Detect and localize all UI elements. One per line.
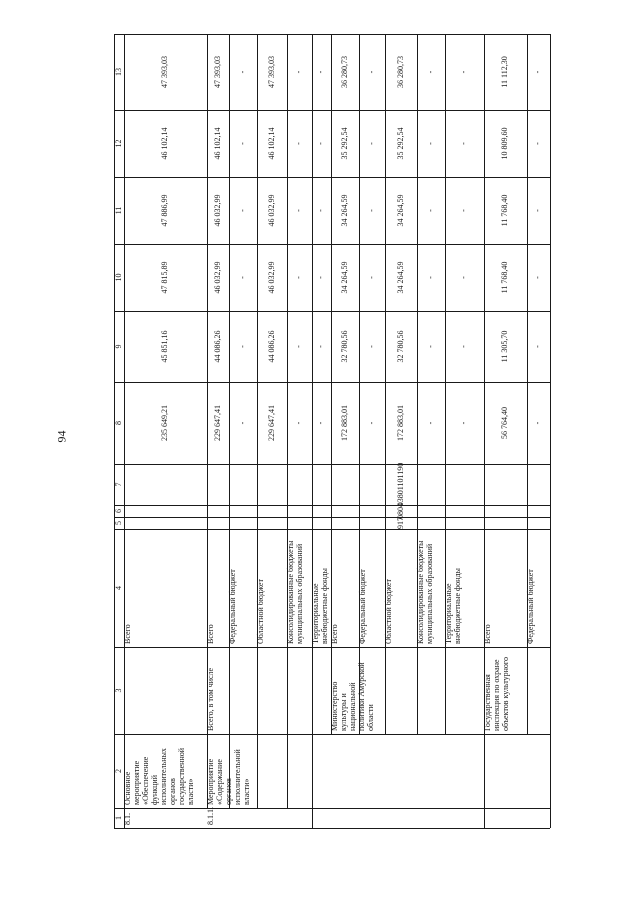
funding-source: Федеральный бюджет <box>358 569 367 644</box>
value-year-3: - <box>533 209 543 212</box>
value-year-1: 45 851,16 <box>160 330 170 363</box>
value-year-1: - <box>316 345 326 348</box>
value-total: - <box>316 421 326 425</box>
value-year-5: - <box>533 70 543 74</box>
value-year-4: - <box>533 142 543 145</box>
funding-source: Консолидированные бюджеты муниципальных образований <box>416 540 434 644</box>
value-year-2: 34 264,59 <box>395 261 405 294</box>
value-total: - <box>533 421 543 425</box>
value-year-4: - <box>237 142 247 145</box>
value-year-1: - <box>459 345 469 348</box>
header-number-6: 6 <box>113 509 123 513</box>
value-year-1: - <box>425 345 435 348</box>
funding-source: Всего <box>330 624 339 644</box>
header-number-7: 7 <box>113 482 123 487</box>
value-year-1: 32 780,56 <box>339 330 349 363</box>
funding-source: Всего <box>123 624 132 644</box>
value-year-2: - <box>425 276 435 279</box>
value-year-4: 46 102,14 <box>266 127 276 160</box>
value-year-5: 36 280,73 <box>395 56 405 88</box>
value-year-2: - <box>294 276 304 279</box>
value-year-1: - <box>237 345 247 348</box>
executor: Министерство культуры и национальной политики Амурской области <box>330 662 375 731</box>
value-year-4: - <box>425 142 435 145</box>
value-year-2: 47 815,89 <box>160 261 170 294</box>
funding-source: Территориальные внебюджетные фонды <box>311 568 329 644</box>
value-year-4: 35 292,54 <box>395 127 405 160</box>
value-year-2: 46 032,99 <box>266 261 276 294</box>
code-section: 0804 <box>395 503 405 519</box>
value-year-1: 32 780,56 <box>395 330 405 363</box>
value-total: 235 649,21 <box>160 405 170 441</box>
value-year-3: - <box>425 209 435 212</box>
header-number-10: 10 <box>113 273 123 282</box>
value-year-3: 47 886,99 <box>160 194 170 227</box>
value-year-5: 47 393,03 <box>266 56 276 88</box>
value-total: 172 883,01 <box>339 405 349 441</box>
value-year-3: - <box>294 209 304 212</box>
executor: Государственная инспекция по охране объектов культурного <box>483 656 510 731</box>
value-year-4: - <box>366 142 376 145</box>
value-total: 172 883,01 <box>395 405 405 441</box>
value-year-5: - <box>294 70 304 74</box>
value-year-2: - <box>316 276 326 279</box>
value-year-5: 36 280,73 <box>339 56 349 88</box>
table-cells <box>114 34 550 828</box>
value-total: - <box>425 421 435 425</box>
value-year-3: - <box>366 209 376 212</box>
funding-source: Консолидированные бюджеты муниципальных образований <box>286 540 304 644</box>
value-year-5: - <box>459 70 469 74</box>
value-year-5: 11 112,30 <box>500 56 510 88</box>
event-name: Основное мероприятие «Обеспечение функций исполнительных органов государственной власти» <box>123 747 195 805</box>
funding-source: Всего <box>483 624 492 644</box>
value-year-3: 34 264,59 <box>395 194 405 227</box>
header-number-3: 3 <box>113 688 123 693</box>
header-number-13: 13 <box>113 68 123 76</box>
funding-source: Территориальные внебюджетные фонды <box>444 568 462 644</box>
value-year-4: 10 809,60 <box>500 127 510 160</box>
header-number-8: 8 <box>113 421 123 425</box>
event-name: Мероприятие «Содержание органов исполнительной власти» <box>206 749 251 805</box>
value-year-2: 34 264,59 <box>339 261 349 294</box>
header-number-9: 9 <box>113 344 123 349</box>
value-year-3: 34 264,59 <box>339 194 349 227</box>
header-number-2: 2 <box>113 769 123 773</box>
executor: Всего, в том числе <box>206 667 215 731</box>
value-year-5: - <box>425 70 435 74</box>
value-year-4: 35 292,54 <box>339 127 349 160</box>
value-year-4: 46 102,14 <box>160 127 170 160</box>
value-year-5: 47 393,03 <box>212 56 222 88</box>
value-year-2: 11 768,40 <box>500 261 510 294</box>
value-total: 229 647,41 <box>212 405 222 441</box>
value-year-4: 46 102,14 <box>212 127 222 160</box>
value-year-1: 44 086,26 <box>266 330 276 363</box>
value-year-4: - <box>294 142 304 145</box>
value-year-3: - <box>316 209 326 212</box>
funding-source: Областной бюджет <box>384 579 393 644</box>
value-total: - <box>366 421 376 425</box>
value-total: 56 764,40 <box>500 407 510 439</box>
value-year-2: 46 032,99 <box>212 261 222 294</box>
value-year-4: - <box>316 142 326 145</box>
row-code: 8.1.1. <box>206 807 215 825</box>
header-number-4: 4 <box>113 586 123 590</box>
code-grbs: 917 <box>395 517 405 529</box>
value-year-5: 47 393,03 <box>160 56 170 88</box>
value-year-3: 46 032,99 <box>266 194 276 227</box>
value-year-2: - <box>459 276 469 279</box>
budget-table <box>114 34 550 828</box>
value-year-5: - <box>366 70 376 74</box>
code-target: 03801101190 <box>395 462 405 507</box>
funding-source: Всего <box>206 624 215 644</box>
funding-source: Федеральный бюджет <box>228 569 237 644</box>
value-year-5: - <box>316 70 326 74</box>
value-year-5: - <box>237 70 247 74</box>
value-year-2: - <box>237 276 247 279</box>
value-year-3: - <box>459 209 469 212</box>
value-total: - <box>237 421 247 425</box>
header-number-12: 12 <box>113 139 123 148</box>
value-year-1: 44 086,26 <box>212 330 222 363</box>
value-year-1: - <box>294 345 304 348</box>
value-total: - <box>294 421 304 425</box>
value-year-1: - <box>366 345 376 348</box>
funding-source: Федеральный бюджет <box>526 569 535 644</box>
value-year-1: - <box>533 345 543 348</box>
value-year-1: 11 305,70 <box>500 330 510 363</box>
value-total: 229 647,41 <box>266 405 276 441</box>
value-year-3: 46 032,99 <box>212 194 222 227</box>
header-number-11: 11 <box>113 206 123 215</box>
page-number: 94 <box>54 430 69 443</box>
value-total: - <box>459 421 469 425</box>
value-year-3: 11 768,40 <box>500 194 510 227</box>
header-number-1: 1 <box>113 816 123 820</box>
funding-source: Областной бюджет <box>256 579 265 644</box>
value-year-3: - <box>237 209 247 212</box>
header-number-5: 5 <box>113 521 123 525</box>
value-year-4: - <box>459 142 469 145</box>
value-year-2: - <box>366 276 376 279</box>
row-code: 8.1. <box>123 813 132 825</box>
value-year-2: - <box>533 276 543 279</box>
